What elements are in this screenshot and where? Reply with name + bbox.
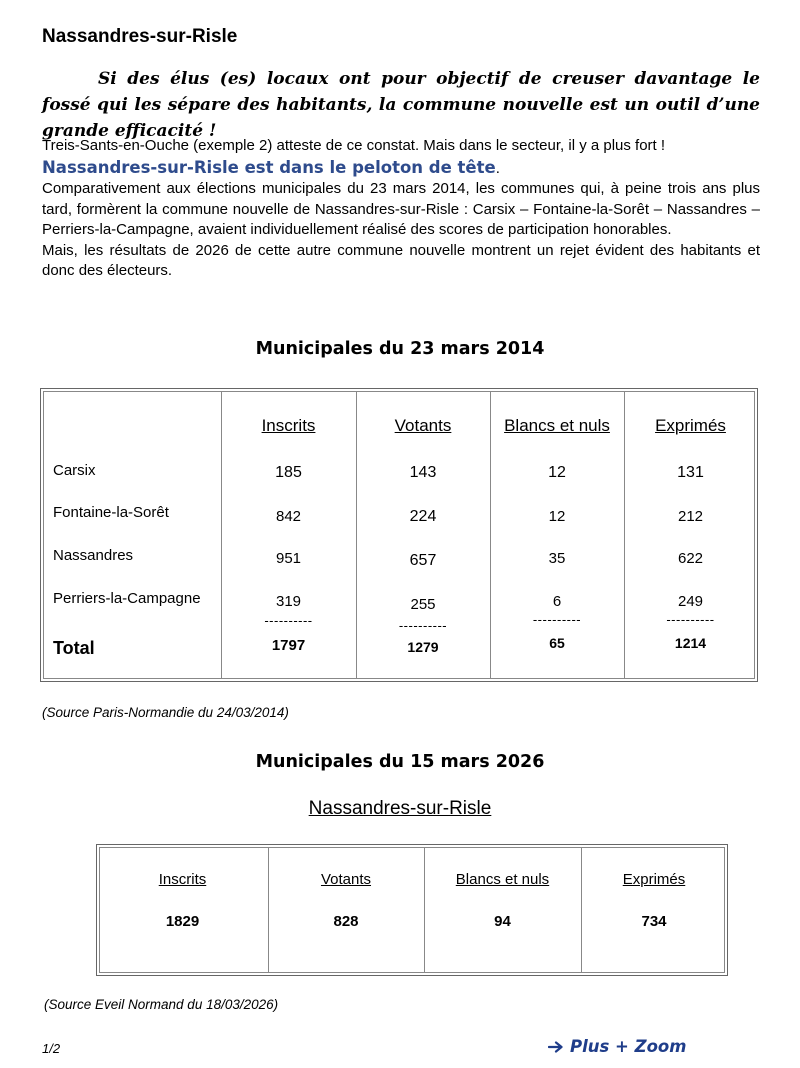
results-table-2026 bbox=[96, 844, 728, 976]
header-votants: Votants bbox=[394, 416, 452, 435]
paragraph-3: Mais, les résultats de 2026 de cette autre commune nouvelle montrent un rejet évident des habitants et donc des électeurs. bbox=[42, 241, 760, 279]
highlight-text: Nassandres-sur-Risle est dans le peloton de tête bbox=[42, 157, 496, 177]
row-label-fontaine: Fontaine-la-Sorêt bbox=[53, 504, 169, 521]
source-2026: (Source Eveil Normand du 18/03/2026) bbox=[44, 997, 279, 1012]
table-2026-title: Municipales du 15 mars 2026 bbox=[255, 752, 545, 772]
header-exprimes: Exprimés bbox=[622, 871, 686, 888]
page-title: Nassandres-sur-Risle bbox=[42, 26, 238, 47]
highlight-end: . bbox=[495, 159, 500, 177]
right-arrow-icon bbox=[548, 1038, 564, 1057]
total-separator: ---------- bbox=[398, 618, 448, 633]
row-label-nassandres: Nassandres bbox=[53, 547, 134, 564]
table-2014-title: Municipales du 23 mars 2014 bbox=[255, 339, 545, 359]
cell-fontaine-inscrits: 842 bbox=[275, 508, 302, 525]
cell-carsix-exprimes: 131 bbox=[677, 464, 704, 481]
cell-nassandres-inscrits: 951 bbox=[275, 550, 302, 567]
value-votants: 828 bbox=[333, 913, 359, 930]
cell-carsix-inscrits: 185 bbox=[275, 464, 302, 481]
cell-fontaine-votants: 224 bbox=[409, 508, 437, 525]
source-2014: (Source Paris-Normandie du 24/03/2014) bbox=[42, 705, 289, 720]
cell-perriers-exprimes: 249 bbox=[677, 593, 704, 610]
total-separator: ---------- bbox=[532, 612, 582, 627]
header-exprimes: Exprimés bbox=[655, 416, 726, 435]
cell-carsix-blancs: 12 bbox=[548, 464, 566, 481]
cell-perriers-votants: 255 bbox=[410, 596, 436, 613]
plus-zoom-label: Plus + Zoom bbox=[570, 1037, 687, 1056]
total-votants: 1279 bbox=[407, 639, 439, 655]
highlight-paragraph bbox=[42, 158, 760, 180]
cell-fontaine-exprimes: 212 bbox=[677, 508, 704, 525]
total-separator: ---------- bbox=[264, 613, 313, 628]
column-divider bbox=[581, 848, 582, 972]
cell-nassandres-exprimes: 622 bbox=[677, 550, 704, 567]
intro-quote: Si des élus (es) locaux ont pour objectif de creuser davantage le fossé qui les sépare des habitants, la commune nouvelle est un outil d’une grande efficacité ! bbox=[42, 69, 760, 141]
body-text bbox=[42, 136, 760, 282]
total-exprimes: 1214 bbox=[674, 635, 707, 651]
header-inscrits: Inscrits bbox=[158, 871, 207, 888]
table-2026-subtitle: Nassandres-sur-Risle bbox=[308, 798, 492, 819]
total-blancs-nuls: 65 bbox=[549, 635, 565, 651]
value-exprimes: 734 bbox=[641, 913, 667, 930]
cell-nassandres-blancs: 35 bbox=[548, 550, 566, 567]
total-inscrits: 1797 bbox=[271, 637, 306, 654]
results-table-2014 bbox=[40, 388, 758, 682]
row-label-perriers: Perriers-la-Campagne bbox=[53, 590, 201, 607]
page-number: 1/2 bbox=[42, 1041, 61, 1056]
column-divider bbox=[268, 848, 269, 972]
total-label: Total bbox=[53, 638, 95, 658]
row-label-carsix: Carsix bbox=[53, 462, 96, 479]
paragraph-2: Comparativement aux élections municipales du 23 mars 2014, les communes qui, à peine trois ans plus tard, formèrent la commune nouvelle de Nassandres-sur-Risle : Carsix – Fontaine-la-Sorêt – Nassandres – Perriers-la-Campagne, avaient individuellement réalisé des scores de participation honorables. bbox=[42, 180, 760, 238]
header-blancs-nuls: Blancs et nuls bbox=[504, 416, 610, 435]
cell-carsix-votants: 143 bbox=[409, 464, 437, 481]
cell-perriers-inscrits: 319 bbox=[275, 593, 302, 610]
total-separator: ---------- bbox=[666, 612, 715, 627]
cell-perriers-blancs: 6 bbox=[552, 593, 562, 610]
plus-zoom-link[interactable] bbox=[548, 1037, 686, 1057]
cell-fontaine-blancs: 12 bbox=[548, 508, 566, 525]
header-inscrits: Inscrits bbox=[261, 416, 316, 435]
column-divider bbox=[424, 848, 425, 972]
paragraph-1: Treis-Sants-en-Ouche (exemple 2) atteste de ce constat. Mais dans le secteur, il y a plus fort ! bbox=[42, 137, 666, 154]
value-inscrits: 1829 bbox=[165, 913, 200, 930]
value-blancs-nuls: 94 bbox=[494, 913, 511, 930]
header-blancs-nuls: Blancs et nuls bbox=[455, 871, 550, 888]
header-votants: Votants bbox=[320, 871, 372, 888]
cell-nassandres-votants: 657 bbox=[409, 552, 437, 569]
